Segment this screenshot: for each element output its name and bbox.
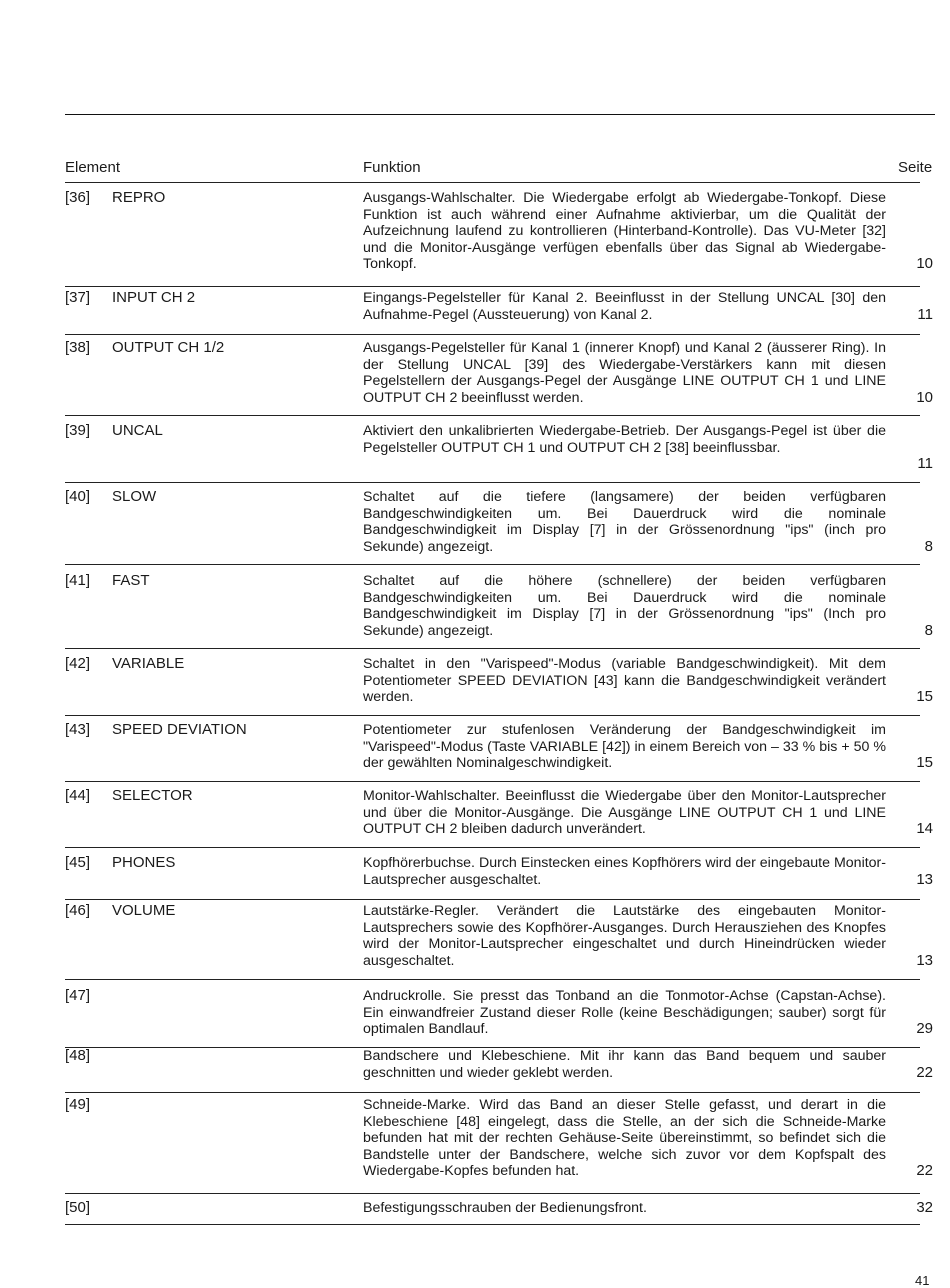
header-seite: Seite	[898, 159, 933, 176]
element-number: [40]	[65, 488, 91, 505]
function-description: Aktiviert den unkalibrierten Wiedergabe-Betrieb. Der Ausgangs-Pegel ist über die Pegelsteller OUTPUT CH 1 und OUTPUT CH 2 [38] beeinflussbar.	[363, 423, 886, 456]
element-name: REPRO	[112, 189, 166, 206]
element-name: VOLUME	[112, 902, 176, 919]
function-description: Ausgangs-Pegelsteller für Kanal 1 (innerer Knopf) und Kanal 2 (äusserer Ring). In der Stellung UNCAL [39] des Wiedergabe-Verstärkers kann mit diesen Pegelstellern der Ausgangs-Pegel der Ausgänge LINE OUTPUT CH 1 und LINE OUTPUT CH 2 beeinflusst werden.	[363, 340, 886, 406]
page-reference: 8	[924, 537, 933, 555]
element-number: [41]	[65, 572, 91, 589]
element-name: OUTPUT CH 1/2	[112, 339, 225, 356]
page-reference: 8	[924, 621, 933, 639]
element-number: [43]	[65, 721, 91, 738]
page-reference: 13	[916, 951, 933, 969]
row-divider	[65, 564, 920, 565]
page-reference: 14	[916, 820, 933, 837]
row-divider	[65, 648, 920, 649]
element-name: SLOW	[112, 488, 157, 505]
page-reference: 13	[916, 870, 933, 888]
row-divider	[65, 847, 920, 848]
function-description: Monitor-Wahlschalter. Beeinflusst die Wiedergabe über den Monitor-Lautsprecher und über die Monitor-Ausgänge. Die Ausgänge LINE OUTPUT CH 1 und LINE OUTPUT CH 2 bleiben dadurch unverändert.	[363, 788, 886, 837]
element-name: VARIABLE	[112, 655, 185, 672]
row-divider	[65, 899, 920, 900]
function-description: Potentiometer zur stufenlosen Veränderung der Bandgeschwindigkeit im "Varispeed"-Modus (Taste VARIABLE [42]) in einem Bereich von – 33 % bis + 50 % der gewählten Nominalgeschwindigkeit.	[363, 722, 886, 771]
page-reference: 22	[916, 1162, 933, 1179]
element-number: [48]	[65, 1047, 91, 1064]
function-description: Schaltet auf die höhere (schnellere) der beiden verfügbaren Bandgeschwindigkeiten um. Bei Dauerdruck wird die nominale Bandgeschwindigkeit im Display [7] in der Grössenordnung "ips" (Inch pro Sekunde) angezeigt.	[363, 573, 886, 639]
page-reference: 15	[916, 754, 933, 771]
element-number: [38]	[65, 339, 91, 356]
row-divider	[65, 415, 920, 416]
function-description: Lautstärke-Regler. Verändert die Lautstärke des eingebauten Monitor-Lautsprechers sowie des Kopfhörer-Ausganges. Durch Herausziehen des Knopfes wird der Monitor-Lautsprecher eingeschaltet und durch Hineindrücken wieder ausgeschaltet.	[363, 903, 886, 969]
element-number: [46]	[65, 902, 91, 919]
function-description: Befestigungsschrauben der Bedienungsfront.	[363, 1200, 647, 1216]
element-name: SELECTOR	[112, 787, 193, 804]
element-number: [37]	[65, 289, 91, 306]
element-name: UNCAL	[112, 422, 163, 439]
function-description: Schneide-Marke. Wird das Band an dieser Stelle gefasst, und derart in die Klebeschiene [48] eingelegt, dass die Stelle, an der sich die Schneide-Marke befunden hat mit der rechten Gehäuse-Seite übereinstimmt, so befindet sich die Bandstelle unter der Bandschere, welche sich zuvor vor dem Kopfspalt des Wiedergabe-Kopfes befunden hat.	[363, 1097, 886, 1179]
element-name: SPEED DEVIATION	[112, 721, 247, 738]
element-number: [47]	[65, 987, 91, 1004]
header-rule	[65, 182, 920, 183]
function-description: Kopfhörerbuchse. Durch Einstecken eines Kopfhörers wird der eingebaute Monitor-Lautsprecher ausgeschaltet.	[363, 855, 886, 888]
page-reference: 10	[916, 388, 933, 406]
function-description: Eingangs-Pegelsteller für Kanal 2. Beeinflusst in der Stellung UNCAL [30] den Aufnahme-Pegel (Aussteuerung) von Kanal 2.	[363, 290, 886, 323]
row-divider	[65, 1224, 920, 1225]
row-divider	[65, 482, 920, 483]
element-number: [36]	[65, 189, 91, 206]
element-name: INPUT CH 2	[112, 289, 196, 306]
page-number: 41	[915, 1273, 930, 1288]
page-reference: 22	[916, 1063, 933, 1081]
element-number: [45]	[65, 854, 91, 871]
page-reference: 11	[917, 305, 933, 323]
element-number: [49]	[65, 1096, 91, 1113]
row-divider	[65, 781, 920, 782]
top-rule	[65, 114, 935, 115]
page-reference: 15	[916, 688, 933, 705]
element-number: [42]	[65, 655, 91, 672]
header-funktion: Funktion	[363, 159, 421, 176]
element-number: [44]	[65, 787, 91, 804]
element-name: PHONES	[112, 854, 176, 871]
function-description: Schaltet in den "Varispeed"-Modus (variable Bandgeschwindigkeit). Mit dem Potentiometer SPEED DEVIATION [43] kann die Bandgeschwindigkeit verändert werden.	[363, 656, 886, 705]
row-divider	[65, 334, 920, 335]
function-description: Andruckrolle. Sie presst das Tonband an die Tonmotor-Achse (Capstan-Achse). Ein einwandfreier Zustand dieser Rolle (keine Beschädigungen; sauber) sorgt für optimalen Bandlauf.	[363, 988, 886, 1037]
table-header	[0, 159, 950, 183]
row-divider	[65, 979, 920, 980]
page-reference: 10	[916, 255, 933, 272]
page-reference: 29	[916, 1020, 933, 1037]
row-divider	[65, 715, 920, 716]
element-number: [50]	[65, 1199, 91, 1216]
element-name: FAST	[112, 572, 150, 589]
row-divider	[65, 1193, 920, 1194]
function-description: Schaltet auf die tiefere (langsamere) der beiden verfügbaren Bandgeschwindigkeiten um. Bei Dauerdruck wird die nominale Bandgeschwindigkeit im Display [7] in der Grössenordnung "ips" (inch pro Sekunde) angezeigt.	[363, 489, 886, 555]
header-element: Element	[65, 159, 121, 176]
page-reference: 32	[916, 1199, 933, 1216]
row-divider	[65, 1092, 920, 1093]
function-description: Ausgangs-Wahlschalter. Die Wiedergabe erfolgt ab Wiedergabe-Tonkopf. Diese Funktion ist auch während einer Aufnahme aktivierbar, um die Qualität der Aufzeichnung laufend zu kontrollieren (Hinterband-Kontrolle). Das VU-Meter [32] und die Monitor-Ausgänge verfügen ebenfalls über das Signal ab Wiedergabe-Tonkopf.	[363, 190, 886, 272]
function-description: Bandschere und Klebeschiene. Mit ihr kann das Band bequem und sauber geschnitten und wieder geklebt werden.	[363, 1048, 886, 1081]
element-number: [39]	[65, 422, 91, 439]
page-reference: 11	[917, 455, 933, 472]
row-divider	[65, 286, 920, 287]
